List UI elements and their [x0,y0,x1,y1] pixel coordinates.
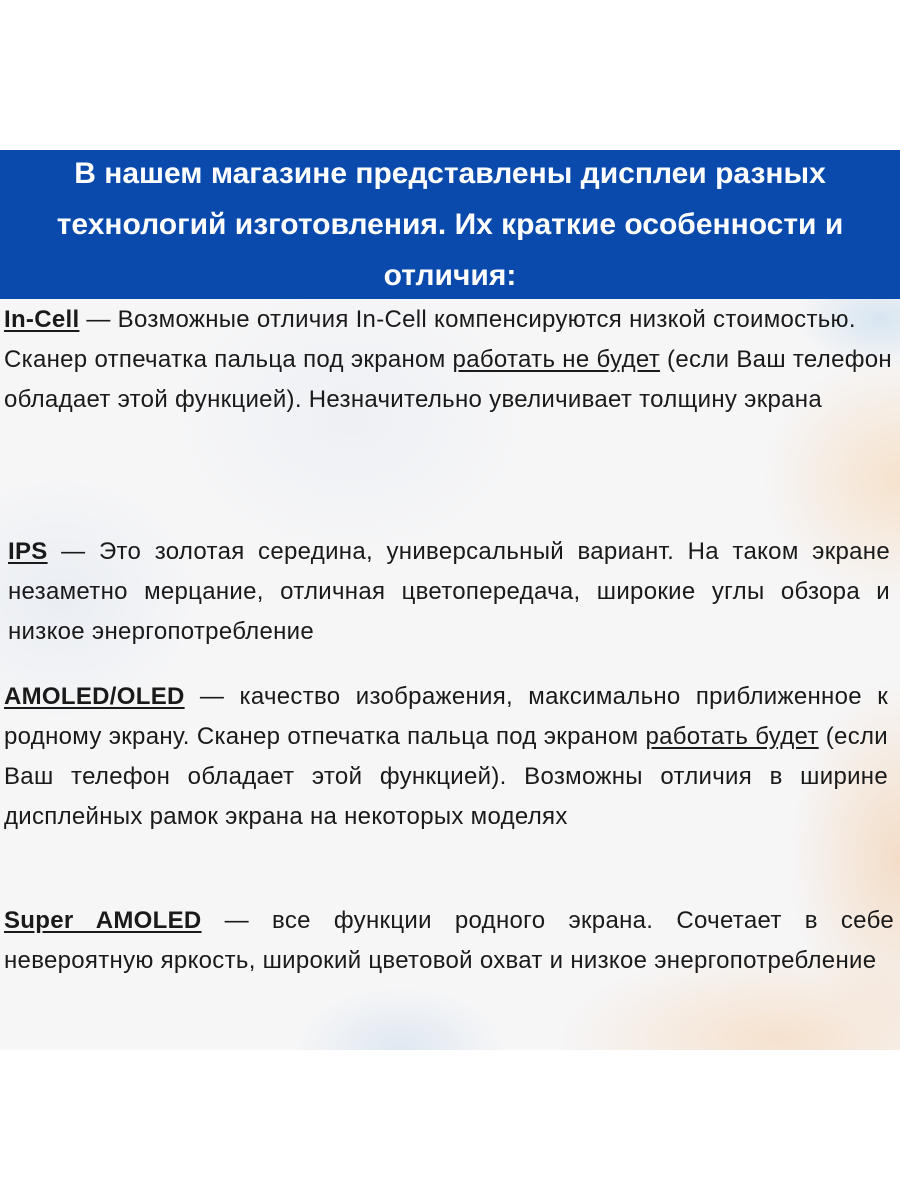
amoled-oled-description: — качество изображения, максимально приближенное к родному экрану. Сканер отпечатка пальца под экраном [4,683,888,750]
amoled-oled-detail: (если Ваш телефон обладает этой функцией). Возможны отличия в ширине дисплейных рамок экрана на некоторых моделях [4,723,888,830]
section-ips [8,532,890,652]
content-area [0,299,900,1050]
banner-title: В нашем магазине представлены дисплеи разных технологий изготовления. Их краткие особенности и отличия: [56,157,844,292]
section-amoled-oled [4,677,888,837]
ips-description: — Это золотая середина, универсальный вариант. На таком экране незаметно мерцание, отличная цветопередача, широкие углы обзора и низкое энергопотребление [8,538,890,645]
term-in-cell: In-Cell [4,306,80,333]
term-amoled-oled: AMOLED/OLED [4,683,185,710]
in-cell-description: — Возможные отличия In-Cell компенсируются низкой стоимостью. [79,306,856,333]
section-super-amoled [4,901,894,981]
header-banner [0,150,900,299]
section-in-cell [4,300,892,420]
in-cell-scanner-detail: (если Ваш телефон обладает этой функцией). Незначительно увеличивает толщину экрана [4,346,892,413]
term-super-amoled: Super AMOLED [4,907,202,934]
in-cell-scanner-note: работать не будет [452,346,661,373]
in-cell-scanner-text: Сканер отпечатка пальца под экраном [4,346,453,373]
super-amoled-description: — все функции родного экрана. Сочетает в себе невероятную яркость, широкий цветовой охват и низкое энергопотребление [4,907,894,974]
amoled-oled-scanner-note: работать будет [645,723,819,750]
term-ips: IPS [8,538,48,565]
